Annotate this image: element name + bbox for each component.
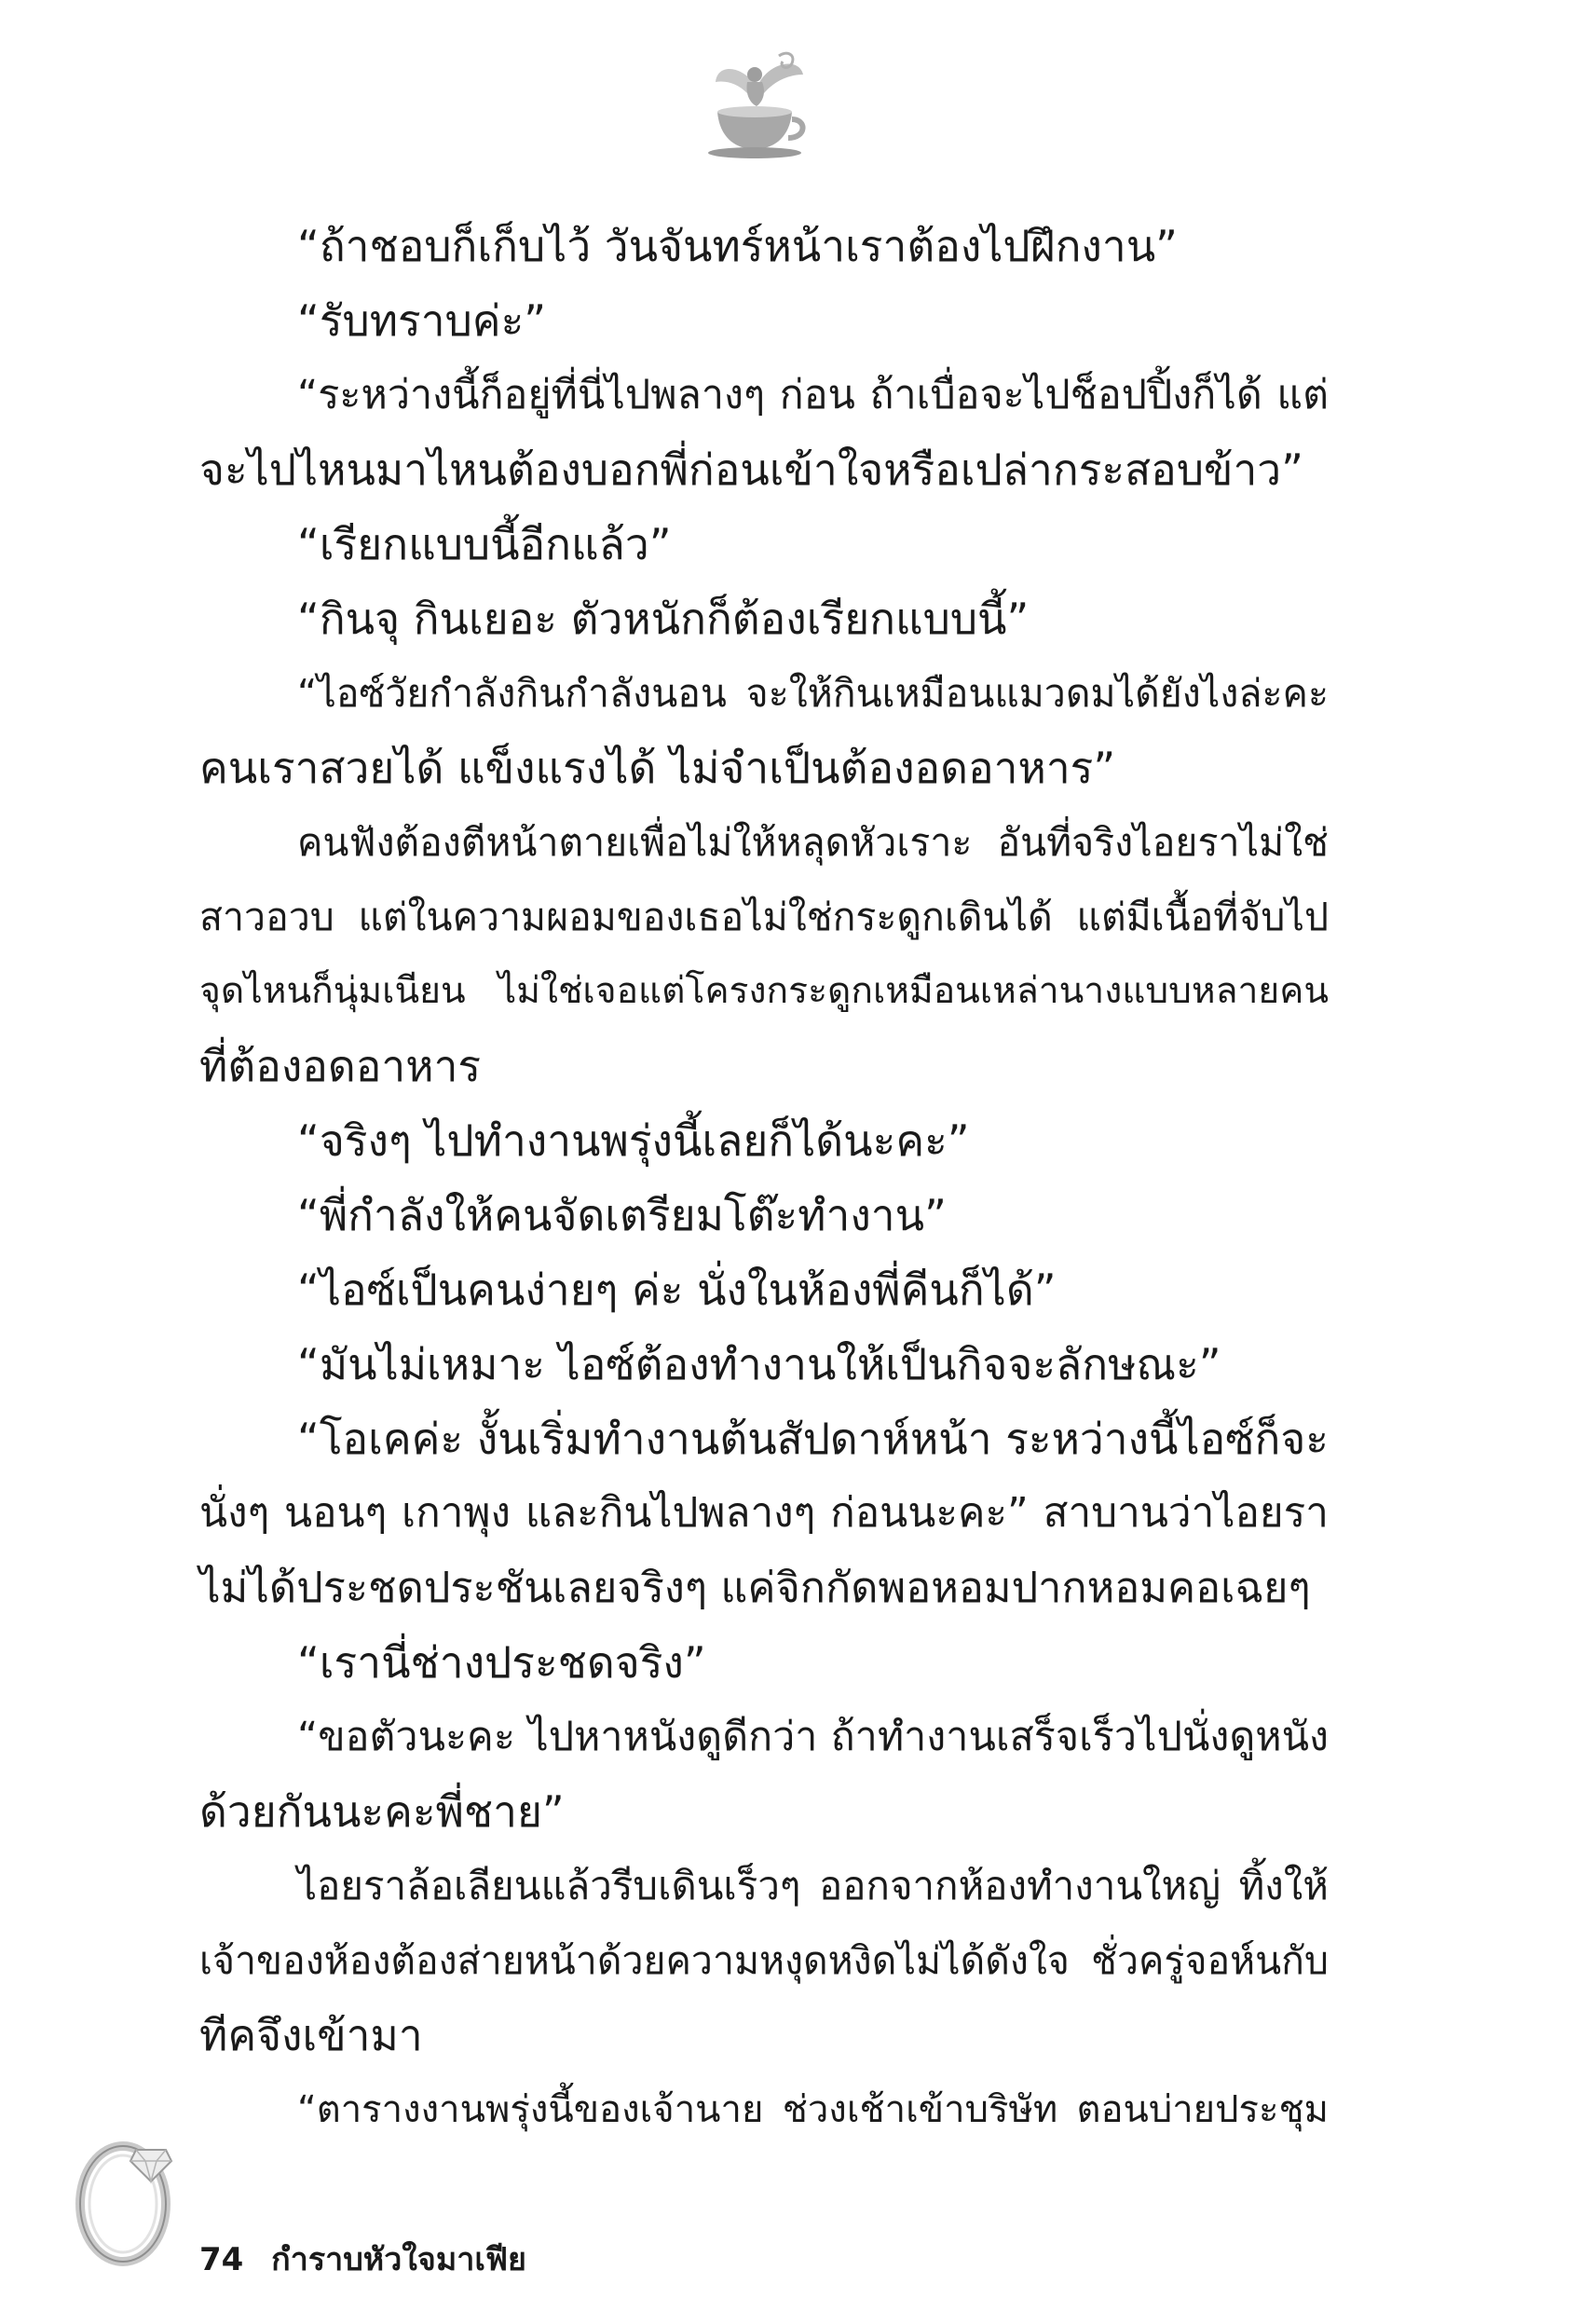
text-line: เจ้าของห้องต้องส่ายหน้าด้วยความหงุดหงิดไม่ได้ดังใจ ชั่วครู่จอห์นกับ <box>199 1938 1329 1983</box>
text-line: “ระหว่างนี้ก็อยู่ที่นี่ไปพลางๆ ก่อน ถ้าเบื่อจะไปช็อปปิ้งก็ได้ แต่ <box>297 372 1329 418</box>
text-line: “เรียกแบบนี้อีกแล้ว” <box>297 519 672 569</box>
text-line: “จริงๆ ไปทำงานพรุ่งนี้เลยก็ได้นะคะ” <box>297 1115 970 1166</box>
text-line: ไม่ได้ประชดประชันเลยจริงๆ แค่จิกกัดพอหอมปากหอมคอเฉยๆ <box>199 1563 1311 1612</box>
diamond-ring-icon <box>65 2111 205 2269</box>
body-text <box>199 209 1329 2147</box>
text-line: ทีคจึงเข้ามา <box>199 2010 423 2060</box>
text-line: “พี่กำลังให้คนจัดเตรียมโต๊ะทำงาน” <box>297 1190 947 1240</box>
text-line: ที่ต้องอดอาหาร <box>199 1041 482 1091</box>
text-line: คนเราสวยได้ แข็งแรงได้ ไม่จำเป็นต้องอดอาหาร” <box>199 743 1116 793</box>
text-line: “มันไม่เหมาะ ไอซ์ต้องทำงานให้เป็นกิจจะลักษณะ” <box>297 1339 1221 1389</box>
text-line: ด้วยกันนะคะพี่ชาย” <box>199 1786 565 1837</box>
book-title: กำราบหัวใจมาเฟีย <box>271 2241 526 2278</box>
text-line: “กินจุ กินเยอะ ตัวหนักก็ต้องเรียกแบบนี้” <box>297 594 1030 644</box>
text-line: ไอยราล้อเลียนแล้วรีบเดินเร็วๆ ออกจากห้องทำงานใหญ่ ทิ้งให้ <box>297 1863 1329 1908</box>
text-line: จุดไหนก็นุ่มเนียน ไม่ใช่เจอแต่โครงกระดูกเหมือนเหล่านางแบบหลายคน <box>199 970 1329 1012</box>
page-number: 74 <box>199 2241 244 2278</box>
text-line: “รับทราบค่ะ” <box>297 295 547 346</box>
text-line: “ถ้าชอบก็เก็บไว้ วันจันทร์หน้าเราต้องไปฝึกงาน” <box>297 221 1178 271</box>
text-line: นั่งๆ นอนๆ เกาพุง และกินไปพลางๆ ก่อนนะคะ” สาบานว่าไอยรา <box>199 1489 1329 1537</box>
page-footer <box>199 2232 526 2288</box>
text-line: “โอเคค่ะ งั้นเริ่มทำงานต้นสัปดาห์หน้า ระหว่างนี้ไอซ์ก็จะ <box>297 1414 1329 1464</box>
text-line: “เรานี่ช่างประชดจริง” <box>297 1637 706 1688</box>
text-line: “ไอซ์วัยกำลังกินกำลังนอน จะให้กินเหมือนแมวดมได้ยังไงล่ะคะ <box>297 671 1329 716</box>
angel-teacup-icon <box>689 47 820 168</box>
text-line: “ไอซ์เป็นคนง่ายๆ ค่ะ นั่งในห้องพี่คีนก็ได้” <box>297 1265 1057 1315</box>
text-line: “ตารางงานพรุ่งนี้ของเจ้านาย ช่วงเช้าเข้าบริษัท ตอนบ่ายประชุม <box>297 2088 1329 2131</box>
text-line: จะไปไหนมาไหนต้องบอกพี่ก่อนเข้าใจหรือเปล่ากระสอบข้าว” <box>199 444 1303 495</box>
text-line: คนฟังต้องตีหน้าตายเพื่อไม่ให้หลุดหัวเราะ อันที่จริงไอยราไม่ใช่ <box>297 820 1329 865</box>
text-line: “ขอตัวนะคะ ไปหาหนังดูดีกว่า ถ้าทำงานเสร็จเร็วไปนั่งดูหนัง <box>297 1714 1329 1760</box>
text-line: สาวอวบ แต่ในความผอมของเธอไม่ใช่กระดูกเดินได้ แต่มีเนื้อที่จับไป <box>199 895 1329 939</box>
